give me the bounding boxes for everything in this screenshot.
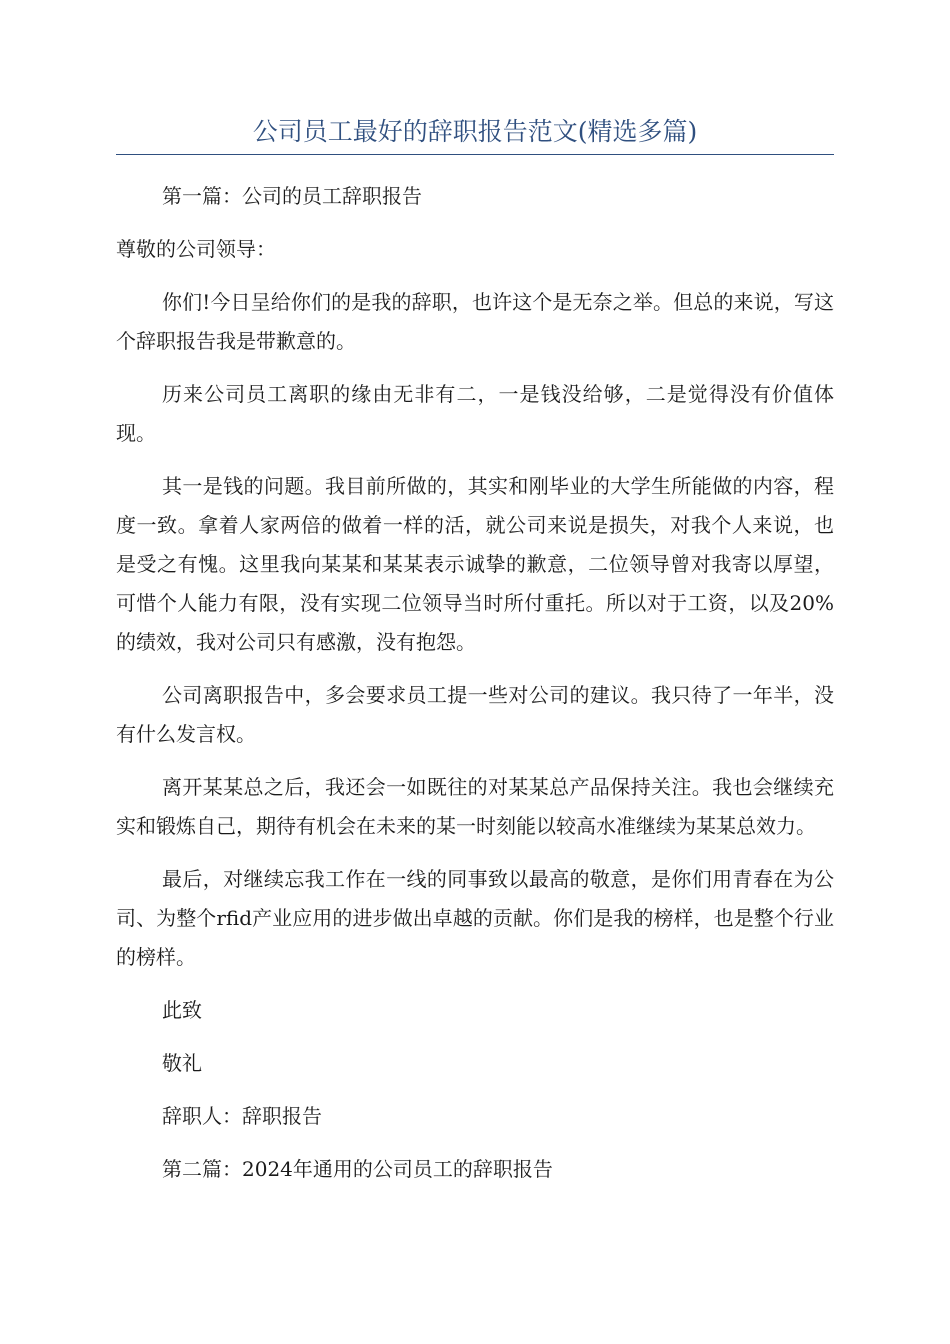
body-paragraph-3: 其一是钱的问题。我目前所做的，其实和刚毕业的大学生所能做的内容，程度一致。拿着人家两倍的做着一样的活，就公司来说是损失，对我个人来说，也是受之有愧。这里我向某某和某某表示诚挚的歉意，二位领导曾对我寄以厚望，可惜个人能力有限，没有实现二位领导当时所付重托。所以对于工资，以及20%的绩效，我对公司只有感激，没有抱怨。 <box>116 474 834 654</box>
body-paragraph-5: 离开某某总之后，我还会一如既往的对某某总产品保持关注。我也会继续充实和锻炼自己，期待有机会在未来的某一时刻能以较高水准继续为某某总效力。 <box>116 775 834 838</box>
closing-line-2: 敬礼 <box>162 1051 202 1075</box>
title-underline <box>116 154 834 155</box>
body-paragraph-2: 历来公司员工离职的缘由无非有二，一是钱没给够，二是觉得没有价值体现。 <box>116 382 834 445</box>
section-2-heading: 第二篇：2024年通用的公司员工的辞职报告 <box>162 1157 553 1181</box>
body-paragraph-6: 最后，对继续忘我工作在一线的同事致以最高的敬意，是你们用青春在为公司、为整个rfid产业应用的进步做出卓越的贡献。你们是我的榜样，也是整个行业的榜样。 <box>116 867 834 969</box>
salutation: 尊敬的公司领导： <box>116 237 276 261</box>
document-page <box>116 110 834 1189</box>
body-paragraph-4: 公司离职报告中，多会要求员工提一些对公司的建议。我只待了一年半，没有什么发言权。 <box>116 683 834 746</box>
section-1-heading: 第一篇：公司的员工辞职报告 <box>162 184 422 208</box>
document-title: 公司员工最好的辞职报告范文(精选多篇) <box>252 117 698 146</box>
body-paragraph-1: 你们!今日呈给你们的是我的辞职，也许这个是无奈之举。但总的来说，写这个辞职报告我是带歉意的。 <box>116 290 834 353</box>
signature-line: 辞职人：辞职报告 <box>162 1104 322 1128</box>
closing-line-1: 此致 <box>162 998 202 1022</box>
